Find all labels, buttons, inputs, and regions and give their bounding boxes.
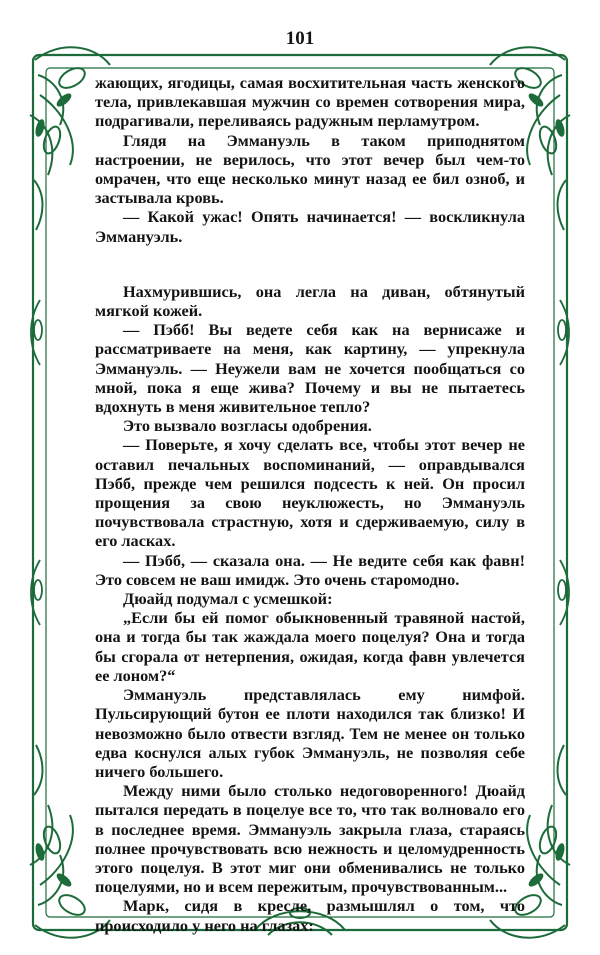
corner-leaf-bottom-right: [527, 842, 567, 889]
paragraph: жающих, ягодицы, самая восхитительная часть женского тела, привлекавшая мужчин со времен сотворения мира, подрагивали, переливаясь радужным перламутром.: [95, 73, 525, 131]
paragraph: Нахмурившись, она легла на диван, обтянутый мягкой кожей.: [95, 281, 525, 321]
paragraph: Дюайд подумал с усмешкой:: [123, 589, 333, 609]
paragraph: — Поверьте, я хочу сделать все, чтобы этот вечер не оставил печальных воспоминаний, — оправдывался Пэбб, прежде чем решился подсесть к ней. Он просил прощения за свою неуклюжесть, но Эммануэль почувствовала страстную, хотя и сдерживаемую, силу в его ласках.: [95, 435, 525, 551]
paragraph: Между ними было столько недоговоренного! Дюайд пытался передать в поцелуе все то, что так волновало его в последнее время. Эммануэль закрыла глаза, стараясь полнее прочувствовать всю нежность и целомудренность этого поцелуя. В этот миг они обменивались не только поцелуями, но и всем пережитым, прочувствованным...: [95, 781, 525, 897]
paragraph: Глядя на Эммануэль в таком приподнятом настроении, не верилось, что этот вечер был чем-то омрачен, что еще несколько минут назад ее бил озноб, и застывала кровь.: [95, 130, 525, 208]
paragraph: Это вызвало возгласы одобрения.: [123, 416, 372, 436]
paragraph: „Если бы ей помог обыкновенный травяной настой, она и тогда бы так жаждала моего поцелуя? Она и тогда бы сгорала от нетерпения, ожидая, когда фавн увлечется ее лоном?“: [95, 608, 525, 685]
paragraph: Эммануэль представлялась ему нимфой. Пульсирующий бутон ее плоти находился так близко! И невозможно было отвести взгляд. Тем не менее он только едва коснулся алых губок Эммануэль, не позволяя себе ничего большего.: [95, 685, 525, 781]
paragraph: — Пэбб, — сказала она. — Не ведите себя как фавн! Это совсем не ваш имидж. Это очень старомодно.: [95, 550, 525, 589]
page-number: 101: [285, 28, 315, 49]
paragraph: Марк, сидя в кресле, размышлял о том, что происходило у него на глазах:: [95, 896, 525, 935]
corner-leaf-top-left: [34, 91, 74, 138]
paragraph: — Какой ужас! Опять начинается! — воскликнула Эммануэль.: [95, 207, 525, 246]
corner-leaf-top-right: [527, 91, 567, 138]
page-body-text: [95, 73, 525, 935]
paragraph: — Пэбб! Вы ведете себя как на вернисаже и рассматриваете на меня, как картину, — упрекнула Эммануэль. — Неужели вам не хочется пообщаться со мной, пока я еще жива? Почему и вы не пытаетесь вдохнуть в меня живительное тепло?: [95, 320, 525, 417]
section-break: [95, 246, 525, 282]
corner-leaf-bottom-left: [34, 842, 74, 889]
